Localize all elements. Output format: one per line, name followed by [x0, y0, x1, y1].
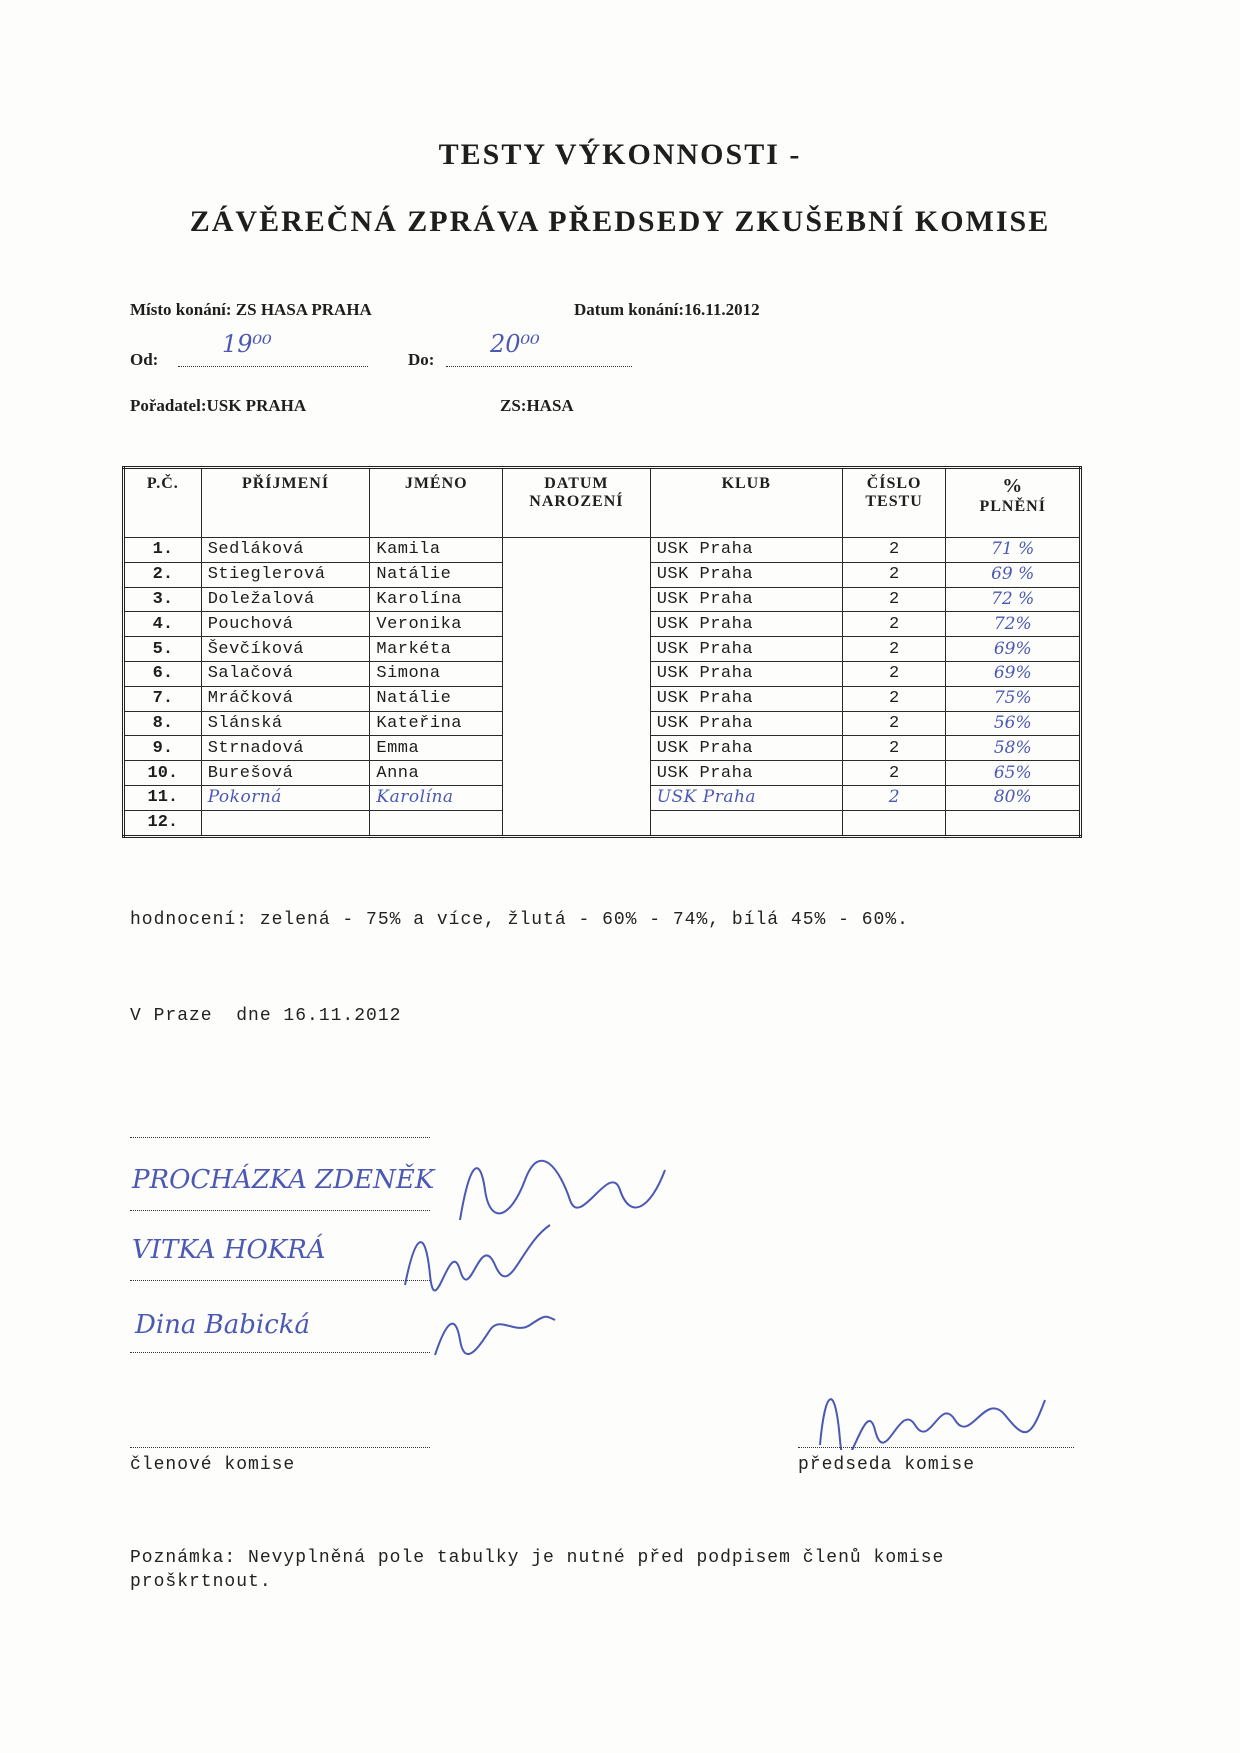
row-surname: Ševčíková — [201, 637, 370, 662]
date-label: Datum konání:16.11.2012 — [574, 300, 760, 319]
table-row — [124, 810, 1081, 836]
row-surname: Sedláková — [201, 538, 370, 563]
members-label: členové komise — [130, 1455, 296, 1475]
row-birth-date — [503, 612, 651, 637]
row-birth-date — [503, 538, 651, 563]
signature-line-1 — [130, 1137, 430, 1138]
row-birth-date — [503, 736, 651, 761]
chairman-label: předseda komise — [798, 1455, 976, 1475]
row-percent: 69% — [946, 637, 1081, 662]
row-surname: Slánská — [201, 711, 370, 736]
to-label: Do: — [408, 350, 435, 369]
note-line-2: proškrtnout. — [130, 1572, 272, 1592]
row-percent: 58% — [946, 736, 1081, 761]
row-birth-date — [503, 761, 651, 786]
row-percent: 65% — [946, 761, 1081, 786]
from-label: Od: — [130, 350, 159, 369]
row-club: USK Praha — [650, 711, 842, 736]
row-percent: 72 % — [946, 587, 1081, 612]
row-number: 3. — [124, 587, 202, 612]
row-test-number: 2 — [842, 686, 946, 711]
row-percent: 75% — [946, 686, 1081, 711]
row-first-name — [370, 810, 503, 836]
row-number: 12. — [124, 810, 202, 836]
row-test-number: 2 — [842, 785, 946, 810]
row-first-name: Kamila — [370, 538, 503, 563]
table-row — [124, 686, 1081, 711]
row-test-number: 2 — [842, 587, 946, 612]
header-pc: P.Č. — [124, 468, 202, 538]
header-plneni-text: PLNĚNÍ — [979, 498, 1046, 515]
place-and-date: V Praze dne 16.11.2012 — [130, 1006, 402, 1026]
row-number: 7. — [124, 686, 202, 711]
row-test-number: 2 — [842, 637, 946, 662]
member-3-signature — [430, 1305, 560, 1365]
from-dotted-line — [178, 366, 368, 367]
member-2-signature — [400, 1215, 560, 1295]
row-club: USK Praha — [650, 538, 842, 563]
header-jmeno: JMÉNO — [370, 468, 503, 538]
row-club: USK Praha — [650, 761, 842, 786]
row-number: 1. — [124, 538, 202, 563]
row-test-number: 2 — [842, 736, 946, 761]
header-datum-narozeni — [503, 468, 651, 538]
header-cislo: ČÍSLO — [866, 475, 922, 492]
signature-line-4 — [130, 1352, 430, 1353]
member-2-name: VITKA HOKRÁ — [132, 1235, 326, 1265]
header-pct-sign: % — [1002, 475, 1024, 497]
chairman-signature-line — [798, 1447, 1074, 1448]
signature-line-5 — [130, 1447, 430, 1448]
row-first-name: Natálie — [370, 562, 503, 587]
row-club: USK Praha — [650, 686, 842, 711]
signature-line-2 — [130, 1210, 430, 1211]
row-first-name: Karolína — [370, 785, 503, 810]
row-club: USK Praha — [650, 612, 842, 637]
note-line-1: Poznámka: Nevyplněná pole tabulky je nutné před podpisem členů komise — [130, 1548, 945, 1568]
chairman-signature — [810, 1370, 1050, 1450]
to-dotted-line — [446, 366, 632, 367]
table-row — [124, 637, 1081, 662]
row-club — [650, 810, 842, 836]
header-klub: KLUB — [650, 468, 842, 538]
row-test-number: 2 — [842, 761, 946, 786]
row-surname: Strnadová — [201, 736, 370, 761]
row-surname: Pouchová — [201, 612, 370, 637]
row-first-name: Kateřina — [370, 711, 503, 736]
row-club: USK Praha — [650, 637, 842, 662]
member-3-name: Dina Babická — [135, 1310, 311, 1340]
header-cislo-testu — [842, 468, 946, 538]
header-testu: TESTU — [865, 493, 923, 510]
header-datum: DATUM — [544, 475, 609, 492]
from-value: 19⁰⁰ — [222, 330, 272, 358]
table-row — [124, 538, 1081, 563]
row-birth-date — [503, 587, 651, 612]
row-percent: 72% — [946, 612, 1081, 637]
table-row — [124, 562, 1081, 587]
row-percent: 56% — [946, 711, 1081, 736]
member-1-name: PROCHÁZKA ZDENĚK — [132, 1165, 435, 1195]
table-row — [124, 661, 1081, 686]
row-birth-date — [503, 686, 651, 711]
signature-line-3 — [130, 1280, 430, 1281]
table-row — [124, 587, 1081, 612]
row-first-name: Markéta — [370, 637, 503, 662]
document-subtitle: ZÁVĚREČNÁ ZPRÁVA PŘEDSEDY ZKUŠEBNÍ KOMISE — [189, 205, 1051, 238]
row-test-number: 2 — [842, 612, 946, 637]
row-first-name: Veronika — [370, 612, 503, 637]
row-number: 9. — [124, 736, 202, 761]
table-row — [124, 736, 1081, 761]
row-surname: Salačová — [201, 661, 370, 686]
row-first-name: Emma — [370, 736, 503, 761]
table-row — [124, 785, 1081, 810]
row-birth-date — [503, 785, 651, 810]
row-number: 4. — [124, 612, 202, 637]
row-percent: 69% — [946, 661, 1081, 686]
table-row — [124, 761, 1081, 786]
row-first-name: Anna — [370, 761, 503, 786]
to-value: 20⁰⁰ — [490, 330, 540, 358]
header-prijmeni: PŘÍJMENÍ — [201, 468, 370, 538]
table-row — [124, 711, 1081, 736]
row-test-number: 2 — [842, 711, 946, 736]
organizer-label: Pořadatel:USK PRAHA — [130, 396, 307, 415]
row-surname: Burešová — [201, 761, 370, 786]
row-club: USK Praha — [650, 785, 842, 810]
zs-label: ZS:HASA — [500, 396, 574, 415]
evaluation-note: hodnocení: zelená - 75% a více, žlutá - 60% - 74%, bílá 45% - 60%. — [130, 910, 909, 930]
row-surname: Mráčková — [201, 686, 370, 711]
row-percent: 69 % — [946, 562, 1081, 587]
header-plneni — [946, 468, 1081, 538]
row-number: 8. — [124, 711, 202, 736]
table-header-row — [124, 468, 1081, 538]
row-club: USK Praha — [650, 587, 842, 612]
row-club: USK Praha — [650, 661, 842, 686]
row-surname: Stieglerová — [201, 562, 370, 587]
row-percent — [946, 810, 1081, 836]
row-percent: 80% — [946, 785, 1081, 810]
row-number: 10. — [124, 761, 202, 786]
row-birth-date — [503, 637, 651, 662]
place-label: Místo konání: ZS HASA PRAHA — [130, 300, 372, 319]
row-surname — [201, 810, 370, 836]
row-test-number: 2 — [842, 562, 946, 587]
row-number: 2. — [124, 562, 202, 587]
results-table — [122, 466, 1082, 838]
row-surname: Pokorná — [201, 785, 370, 810]
row-test-number: 2 — [842, 661, 946, 686]
row-test-number: 2 — [842, 538, 946, 563]
table-row — [124, 612, 1081, 637]
row-first-name: Simona — [370, 661, 503, 686]
header-narozeni: NAROZENÍ — [529, 493, 624, 510]
row-first-name: Natálie — [370, 686, 503, 711]
row-birth-date — [503, 711, 651, 736]
row-birth-date — [503, 661, 651, 686]
row-percent: 71 % — [946, 538, 1081, 563]
row-first-name: Karolína — [370, 587, 503, 612]
row-birth-date — [503, 810, 651, 836]
row-surname: Doležalová — [201, 587, 370, 612]
row-club: USK Praha — [650, 736, 842, 761]
row-test-number — [842, 810, 946, 836]
row-club: USK Praha — [650, 562, 842, 587]
row-number: 11. — [124, 785, 202, 810]
row-number: 6. — [124, 661, 202, 686]
row-number: 5. — [124, 637, 202, 662]
row-birth-date — [503, 562, 651, 587]
document-title: TESTY VÝKONNOSTI - — [438, 138, 802, 171]
